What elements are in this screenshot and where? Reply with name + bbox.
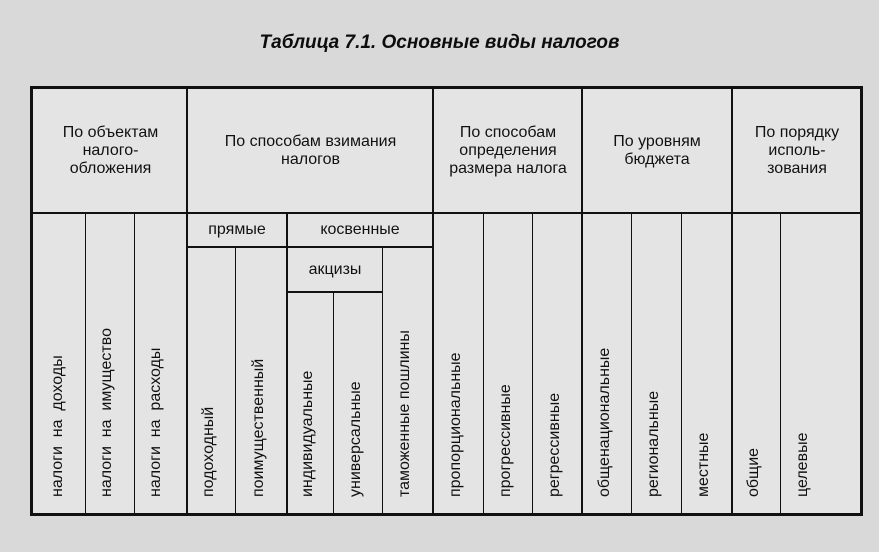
column-divider (333, 292, 334, 513)
header-by-size-method: По способам определения размера налога (449, 123, 567, 177)
column-label: целевые (794, 432, 811, 497)
group-divider (186, 89, 188, 513)
column-label: общенациональные (596, 347, 613, 497)
header-by-usage: По порядку исполь-зования (754, 123, 840, 177)
column-divider (134, 213, 135, 513)
column-label: налоги на расходы (147, 347, 164, 497)
header-by-object: По объектам налого-обложения (62, 123, 159, 177)
column-label: налоги на имущество (98, 328, 115, 497)
excise-divider (287, 291, 383, 293)
column-label: прогрессивные (497, 384, 514, 497)
column-divider (631, 213, 632, 513)
column-label: индивидуальные (299, 370, 316, 497)
column-label: универсальные (347, 381, 364, 497)
column-label: пропорциональные (447, 352, 464, 497)
column-divider (532, 213, 533, 513)
column-divider (382, 247, 383, 513)
column-label: поимущественный (250, 358, 267, 497)
column-label: общие (745, 447, 762, 497)
group-divider (432, 89, 434, 513)
column-divider (483, 213, 484, 513)
tax-types-table (30, 86, 863, 516)
column-divider (85, 213, 86, 513)
column-label: регрессивные (546, 392, 563, 497)
subheader-indirect: косвенные (320, 221, 400, 238)
group-divider (581, 89, 583, 513)
column-divider (780, 213, 781, 513)
group-divider (731, 89, 733, 513)
column-label: налоги на доходы (49, 355, 66, 497)
column-label: подоходный (200, 406, 217, 497)
column-divider (235, 247, 236, 513)
header-divider (33, 212, 860, 214)
header-by-collection-method: По способам взимания налогов (224, 132, 397, 168)
table-caption: Таблица 7.1. Основные виды налогов (259, 32, 620, 53)
subheader-direct: прямые (208, 221, 266, 238)
column-divider (681, 213, 682, 513)
header-by-budget-level: По уровням бюджета (613, 132, 701, 168)
column-label: таможенные пошлины (396, 330, 413, 497)
column-label: местные (695, 432, 712, 497)
column-label: региональные (645, 390, 662, 497)
subheader-excise: акцизы (308, 260, 362, 278)
